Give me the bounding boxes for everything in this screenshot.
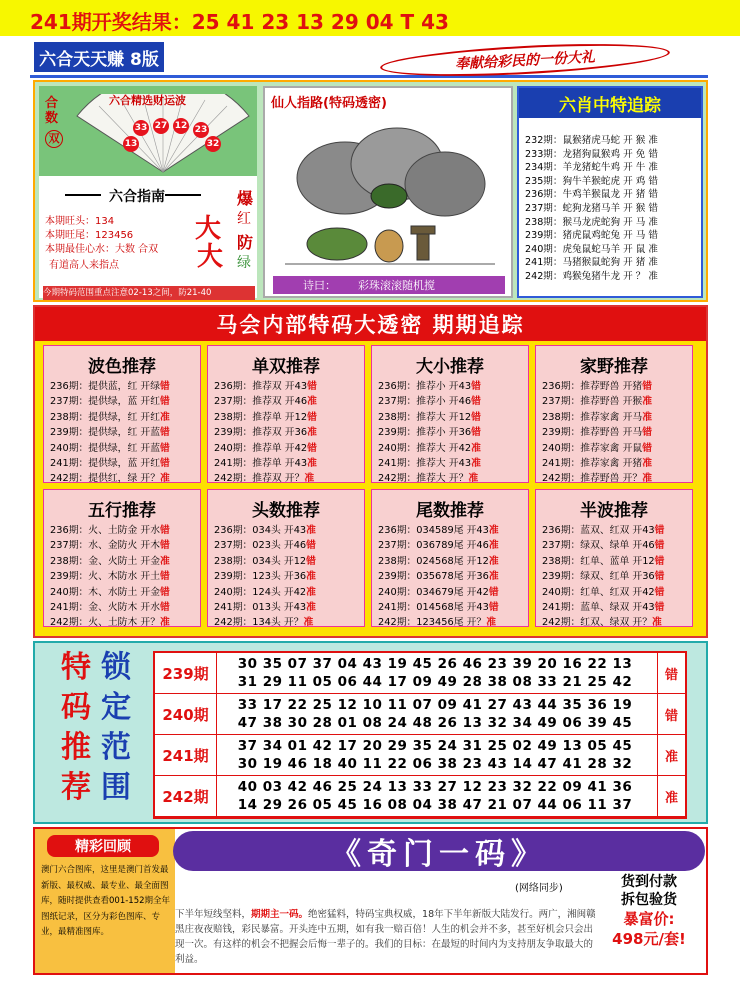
recommend-text: 241期：014568尾 开43: [378, 602, 489, 614]
recommend-row: [214, 441, 364, 456]
lock-range-section: [33, 641, 708, 824]
recommend-row: [378, 410, 528, 425]
recommend-row: [50, 600, 200, 615]
recommend-text: 240期：木、水防土 开金: [50, 586, 160, 598]
recommend-result: 错: [471, 411, 481, 423]
poem-bar: [273, 276, 505, 294]
recommend-result: 错: [307, 411, 317, 423]
recommend-result: 错: [654, 540, 665, 552]
recommend-text: 242期：推荐双 开？: [214, 473, 305, 485]
recommend-result: 错: [471, 427, 481, 439]
recommend-row: [542, 441, 692, 456]
side-char: 绿: [237, 255, 251, 271]
result-line: 241期开奖结果：25 41 23 13 29 04 T 43: [30, 10, 449, 34]
recommend-result: 错: [160, 427, 170, 439]
recommend-text: 238期：034头 开12: [214, 555, 307, 567]
recommend-text: 239期：火、木防水 开土: [50, 571, 160, 583]
recommend-text: 236期：蓝双、红双 开43: [542, 525, 655, 536]
review-body: 澳门六合图库，这里是澳门首发最新版、最权威、最专业、最全面图库，随时提供查看001-152期全年图纸记录，区分为彩色图库、专业，最精准图库。: [41, 865, 171, 937]
fan-illustration: [39, 86, 257, 176]
recommend-text: 239期：推荐双 开36: [214, 427, 308, 439]
fan-label: 六合精选财运波: [109, 94, 186, 107]
guide-line: 有道高人来指点: [49, 260, 119, 271]
recommend-box: [535, 345, 693, 483]
recommend-result: 准: [488, 525, 499, 536]
recommend-result: 准: [306, 525, 316, 536]
big-char: 大: [195, 214, 222, 244]
recommend-result: 错: [307, 381, 317, 392]
table-row: [155, 735, 685, 776]
recommend-row: [542, 569, 692, 584]
recommend-result: 错: [160, 381, 170, 392]
recommend-text: 241期：推荐家禽 开猪: [542, 458, 643, 470]
recommend-result: 准: [306, 586, 316, 598]
recommend-text: 242期：红双、绿双 开？: [542, 617, 652, 629]
recommend-row: [214, 523, 364, 538]
recommend-result: 错: [160, 458, 170, 470]
recommend-text: 242期：推荐大 开？: [378, 473, 469, 485]
recommend-box-title: 大小推荐: [416, 357, 484, 377]
guide-title: 六合指南: [109, 189, 165, 205]
price-line: 货到付款: [621, 874, 677, 890]
recommend-box-title: 尾数推荐: [416, 501, 484, 521]
recommend-box-title: 家野推荐: [580, 357, 648, 377]
recommend-text: 237期：提供绿，蓝 开红: [50, 396, 160, 408]
recommend-row: [214, 600, 364, 615]
result-header-bar: [0, 0, 740, 36]
recommend-row: [378, 394, 528, 409]
recommend-box: [371, 345, 529, 483]
recommend-text: 237期：023头 开46: [214, 540, 307, 552]
recommend-row: [214, 569, 364, 584]
recommend-text: 236期：火、土防金 开水: [50, 525, 160, 536]
recommend-row: [378, 585, 528, 600]
recommend-row: [50, 394, 200, 409]
recommend-row: [378, 379, 528, 394]
recommend-result: 错: [307, 442, 317, 454]
recommend-result: 准: [307, 458, 317, 470]
zodiac-row: 238期：猴马龙虎蛇狗 开 马 准: [525, 216, 658, 228]
slogan: 奉献给彩民的一份大礼: [379, 38, 670, 81]
recommend-text: 241期：蓝单、绿双 开43: [542, 602, 655, 614]
side-char: 红: [237, 211, 251, 227]
top-section: [33, 80, 708, 302]
recommend-box: [43, 345, 201, 483]
heshu-value: 双: [45, 130, 63, 148]
recommend-row: [378, 569, 528, 584]
price-line: 拆包验货: [621, 892, 677, 908]
recommend-text: 239期：123头 开36: [214, 571, 307, 583]
zodiac-row: 241期：马猪猴鼠蛇狗 开 猪 准: [525, 257, 658, 269]
recommend-row: [542, 471, 692, 486]
recommend-result: 准: [307, 396, 317, 408]
recommend-result: 错: [306, 540, 316, 552]
recommend-text: 241期：提供绿，蓝 开红: [50, 458, 160, 470]
recommend-row: [50, 441, 200, 456]
recommend-result: 错: [488, 586, 499, 598]
key-char: 范: [101, 730, 131, 765]
recommend-result: 准: [471, 442, 481, 454]
recommend-row: [50, 379, 200, 394]
recommend-result: 错: [160, 442, 170, 454]
key-char: 特: [61, 650, 91, 685]
recommend-row: [214, 615, 364, 630]
recommend-text: 238期：金、火防土 开金: [50, 555, 160, 567]
recommend-result: 错: [642, 381, 652, 392]
recommend-row: [50, 569, 200, 584]
big-char: 大: [197, 242, 224, 272]
recommend-row: [378, 615, 528, 630]
recommend-row: [214, 538, 364, 553]
recommend-result: 准: [304, 473, 315, 485]
recommend-row: [378, 538, 528, 553]
recommend-result: 错: [160, 571, 170, 583]
recommend-result: 错: [654, 571, 665, 583]
recommend-text: 238期：推荐大 开12: [378, 411, 472, 423]
recommend-list: [44, 523, 200, 631]
recommend-text: 237期：推荐双 开46: [214, 396, 308, 408]
recommend-result: 准: [642, 473, 652, 485]
recommend-row: [378, 425, 528, 440]
recommend-text: 236期：推荐双 开43: [214, 381, 308, 392]
recommend-result: 准: [642, 458, 652, 470]
recommend-text: 238期：024568尾 开12: [378, 555, 489, 567]
desc-highlight: 期期主一码。: [251, 909, 309, 920]
period-cell: 242期: [155, 776, 217, 817]
recommend-text: 236期：提供蓝，红 开绿: [50, 381, 160, 392]
numbers-cell: [221, 778, 649, 814]
key-char: 荐: [61, 770, 91, 805]
recommend-row: [214, 379, 364, 394]
result-cell: 准: [657, 776, 685, 817]
recommend-text: 242期：推荐野兽 开？: [542, 473, 643, 485]
recommend-text: 240期：红单、红双 开42: [542, 586, 655, 598]
recommend-title: 马会内部特码大透密 期期追踪: [35, 307, 706, 341]
recommend-row: [542, 379, 692, 394]
guide-line: 本期旺头：134: [45, 216, 115, 227]
recommend-text: 238期：提供绿，红 开红: [50, 411, 160, 423]
divider: [165, 194, 201, 196]
divider: [65, 194, 101, 196]
table-row: [155, 776, 685, 817]
key-char: 定: [101, 690, 131, 725]
recommend-row: [378, 554, 528, 569]
zodiac-row: 242期：鸡猴兔猪牛龙 开 ？ 准: [525, 270, 658, 282]
bottom-section: [33, 827, 708, 975]
zodiac-row: 240期：虎兔鼠蛇马羊 开 鼠 准: [525, 243, 658, 255]
zodiac-row: 236期：牛鸡羊猴鼠龙 开 猪 错: [525, 189, 658, 201]
numbers-line: 30 19 46 18 40 11 22 06 38 23 43 14 47 41 28 32: [237, 756, 633, 772]
recommend-row: [542, 538, 692, 553]
recommend-result: 准: [306, 571, 316, 583]
recommend-result: 准: [488, 540, 499, 552]
side-char: 防: [237, 233, 254, 252]
numbers-line: 40 03 42 46 25 24 13 33 27 12 23 32 22 09 41 36: [237, 779, 633, 795]
recommend-list: [372, 523, 528, 631]
recommend-list: [44, 379, 200, 487]
recommend-text: 242期：134头 开？: [214, 617, 304, 629]
recommend-text: 242期：火、土防木 开？: [50, 617, 160, 629]
guide-line: 本期旺尾：123456: [45, 230, 134, 241]
zodiac-row: 232期：鼠猴猪虎马蛇 开 猴 准: [525, 135, 658, 146]
recommend-box-title: 单双推荐: [252, 357, 320, 377]
recommend-result: 准: [160, 411, 170, 423]
recommend-result: 准: [652, 617, 662, 629]
recommend-text: 239期：绿双、红单 开36: [542, 571, 655, 583]
recommend-result: 准: [160, 617, 170, 629]
recommend-result: 准: [160, 555, 170, 567]
guide-line: 本期最佳心水：大数 合双: [45, 244, 159, 255]
recommend-result: 错: [160, 525, 170, 536]
period-cell: 239期: [155, 653, 217, 694]
recommend-result: 准: [471, 458, 481, 470]
recommend-result: 错: [654, 602, 665, 614]
price-box: [595, 873, 703, 973]
result-cell: 错: [657, 653, 685, 694]
ball: 13: [123, 136, 139, 152]
recommend-result: 错: [160, 602, 170, 614]
recommend-result: 准: [488, 571, 499, 583]
recommend-row: [50, 585, 200, 600]
recommend-row: [542, 554, 692, 569]
recommend-text: 241期：013头 开43: [214, 602, 307, 614]
recommend-row: [542, 456, 692, 471]
recommend-text: 236期：034589尾 开43: [378, 525, 489, 536]
recommend-row: [542, 585, 692, 600]
recommend-row: [50, 615, 200, 630]
recommend-text: 240期：034679尾 开42: [378, 586, 489, 598]
fan-panel: [39, 86, 257, 298]
recommend-text: 240期：推荐大 开42: [378, 442, 472, 454]
recommend-list: [208, 379, 364, 487]
recommend-row: [214, 585, 364, 600]
recommend-result: 错: [654, 525, 665, 536]
recommend-result: 错: [471, 381, 481, 392]
recommend-row: [214, 456, 364, 471]
recommend-box-title: 头数推荐: [252, 501, 320, 521]
recommend-result: 错: [471, 396, 481, 408]
recommend-text: 237期：036789尾 开46: [378, 540, 489, 552]
recommend-row: [50, 471, 200, 486]
recommend-row: [378, 600, 528, 615]
numbers-line: 14 29 26 05 45 16 08 04 38 47 21 07 44 06 11 37: [237, 797, 633, 813]
numbers-line: 30 35 07 37 04 43 19 45 26 46 23 39 20 16 22 13: [237, 656, 633, 672]
zodiac-row: 234期：羊龙猪蛇牛鸡 开 牛 准: [525, 162, 658, 174]
recommend-result: 准: [488, 555, 499, 567]
recommend-text: 242期：提供红，绿 开？: [50, 473, 160, 485]
recommend-text: 240期：提供绿，红 开蓝: [50, 442, 160, 454]
zodiac-row: 235期：狗牛羊猴蛇虎 开 鸡 错: [525, 175, 658, 187]
recommend-text: 241期：推荐大 开43: [378, 458, 472, 470]
desc-text: 下半年短线坚料，: [175, 909, 252, 920]
recommend-box: [535, 489, 693, 627]
recommend-text: 236期：034头 开43: [214, 525, 307, 536]
key-char: 围: [101, 770, 131, 805]
zodiac-panel: [517, 86, 703, 298]
recommend-text: 237期：推荐小 开46: [378, 396, 472, 408]
period-cell: 240期: [155, 694, 217, 735]
recommend-box: [43, 489, 201, 627]
recommend-result: 准: [486, 617, 496, 629]
numbers-line: 33 17 22 25 12 10 11 07 09 41 27 43 44 35 36 19: [237, 697, 633, 713]
result-cell: 准: [657, 735, 685, 776]
number-table: [153, 651, 687, 819]
rocks-illustration-icon: [285, 118, 495, 268]
recommend-row: [542, 523, 692, 538]
recommend-text: 239期：推荐小 开36: [378, 427, 472, 439]
recommend-box-title: 五行推荐: [88, 501, 156, 521]
poem-text: 彩珠滚滚随机搅: [358, 279, 435, 292]
zodiac-row: 237期：蛇狗龙猪马羊 开 猴 错: [525, 202, 658, 214]
recommend-text: 236期：推荐小 开43: [378, 381, 472, 392]
review-title: 精彩回顾: [47, 835, 159, 857]
recommend-result: 错: [160, 540, 170, 552]
numbers-line: 47 38 30 28 01 08 24 48 26 13 32 34 49 06 39 45: [237, 715, 633, 731]
table-row: [155, 653, 685, 694]
key-char: 码: [61, 690, 91, 725]
numbers-line: 37 34 01 42 17 20 29 35 24 31 25 02 49 13 05 45: [237, 738, 633, 754]
recommend-row: [50, 523, 200, 538]
recommend-text: 236期：推荐野兽 开猪: [542, 381, 643, 392]
recommend-result: 错: [488, 602, 499, 614]
review-panel: [35, 829, 175, 973]
recommend-text: 239期：提供绿，红 开蓝: [50, 427, 160, 439]
recommend-text: 240期：推荐单 开42: [214, 442, 308, 454]
zodiac-title: 六肖中特追踪: [519, 88, 701, 118]
recommend-list: [536, 379, 692, 487]
zodiac-row: 239期：猪虎鼠鸡蛇兔 开 马 错: [525, 230, 658, 242]
numbers-cell: [221, 655, 649, 691]
ball: 32: [205, 136, 221, 152]
recommend-result: 准: [306, 602, 316, 614]
numbers-cell: [221, 737, 649, 773]
recommend-text: 238期：推荐家禽 开马: [542, 411, 643, 423]
range-note: 今期特码范围重点注意02-13之间，防21-40: [43, 286, 255, 300]
recommend-row: [378, 456, 528, 471]
recommend-row: [542, 410, 692, 425]
recommend-text: 238期：推荐单 开12: [214, 411, 308, 423]
recommend-result: 错: [306, 555, 316, 567]
recommend-box-title: 半波推荐: [580, 501, 648, 521]
key-char: 锁: [101, 650, 131, 685]
recommend-text: 237期：推荐野兽 开猴: [542, 396, 643, 408]
recommend-row: [50, 554, 200, 569]
recommend-row: [542, 394, 692, 409]
price-line: 暴富价:: [623, 910, 675, 928]
recommend-result: 错: [160, 396, 170, 408]
table-row: [155, 694, 685, 735]
immortal-title: 仙人指路(特码透密): [271, 96, 387, 111]
ball: 33: [133, 120, 149, 136]
desc-text: 绝密猛料，特码宝典权威，18年下半年新版大陆发行。两广，湘闽赣黑庄夜夜赔钱，彩民暴富。开头连中五期，如有我一赔百倍！人生的机会并不多，甚至好机会只会出现一次。有这样的机会不把握会后悔一辈子的。我们的目标：在最短的时间内为支持朋友争取最大的利益。: [175, 909, 596, 965]
recommend-result: 准: [642, 396, 652, 408]
recommend-row: [214, 410, 364, 425]
recommend-text: 239期：推荐野兽 开马: [542, 427, 643, 439]
recommend-row: [50, 425, 200, 440]
recommend-list: [536, 523, 692, 631]
recommend-result: 错: [642, 442, 652, 454]
recommend-row: [50, 456, 200, 471]
poem-label: 诗曰：: [303, 279, 336, 292]
recommend-text: 240期：推荐家禽 开鼠: [542, 442, 643, 454]
recommend-row: [50, 538, 200, 553]
recommend-result: 错: [654, 555, 665, 567]
recommend-row: [542, 600, 692, 615]
ball: 12: [173, 118, 189, 134]
numbers-cell: [221, 696, 649, 732]
recommend-text: 241期：推荐单 开43: [214, 458, 308, 470]
recommend-text: 237期：绿双、绿单 开46: [542, 540, 655, 552]
recommend-list: [372, 379, 528, 487]
recommend-result: 准: [303, 617, 314, 629]
recommend-box-title: 波色推荐: [88, 357, 156, 377]
qimen-description: [175, 907, 601, 967]
recommend-row: [378, 441, 528, 456]
ball: 27: [153, 118, 169, 134]
recommend-row: [542, 615, 692, 630]
period-cell: 241期: [155, 735, 217, 776]
recommend-row: [50, 410, 200, 425]
recommend-row: [378, 523, 528, 538]
recommend-box: [207, 489, 365, 627]
recommend-row: [542, 425, 692, 440]
recommend-list: [208, 523, 364, 631]
recommend-result: 错: [160, 586, 170, 598]
immortal-panel: [263, 86, 513, 298]
recommend-text: 242期：123456尾 开？: [378, 617, 487, 629]
edition-badge: 六合天天赚 8版: [34, 42, 164, 72]
recommend-result: 准: [642, 411, 652, 423]
numbers-line: 31 29 11 05 06 44 17 09 49 28 38 08 33 21 25 42: [237, 674, 633, 690]
recommend-result: 准: [468, 473, 479, 485]
result-cell: 错: [657, 694, 685, 735]
recommend-row: [378, 471, 528, 486]
recommend-row: [214, 425, 364, 440]
heshu-title: 合数: [45, 96, 59, 126]
zodiac-row: 233期：龙猪狗鼠猴鸡 开 免 错: [525, 148, 658, 160]
recommend-text: 241期：金、火防木 开水: [50, 602, 160, 614]
recommend-row: [214, 554, 364, 569]
recommend-result: 准: [160, 473, 170, 485]
recommend-text: 239期：035678尾 开36: [378, 571, 489, 583]
price-line: 498元/套!: [612, 930, 686, 948]
recommend-row: [214, 394, 364, 409]
recommend-row: [214, 471, 364, 486]
key-char: 推: [61, 730, 91, 765]
recommend-box: [207, 345, 365, 483]
edition-banner: [30, 38, 708, 78]
net-sync: (网络同步): [515, 883, 563, 894]
recommend-result: 错: [642, 427, 652, 439]
zodiac-list: [525, 134, 658, 284]
recommend-text: 240期：124头 开42: [214, 586, 307, 598]
recommend-result: 错: [654, 586, 665, 598]
recommend-section: [33, 305, 708, 638]
recommend-text: 238期：红单、蓝单 开12: [542, 555, 655, 567]
recommend-box: [371, 489, 529, 627]
recommend-result: 准: [307, 427, 317, 439]
qimen-title: 《奇门一码》: [173, 831, 705, 871]
recommend-text: 237期：水、金防火 开木: [50, 540, 160, 552]
side-char: 爆: [237, 189, 254, 208]
ball: 23: [193, 122, 209, 138]
